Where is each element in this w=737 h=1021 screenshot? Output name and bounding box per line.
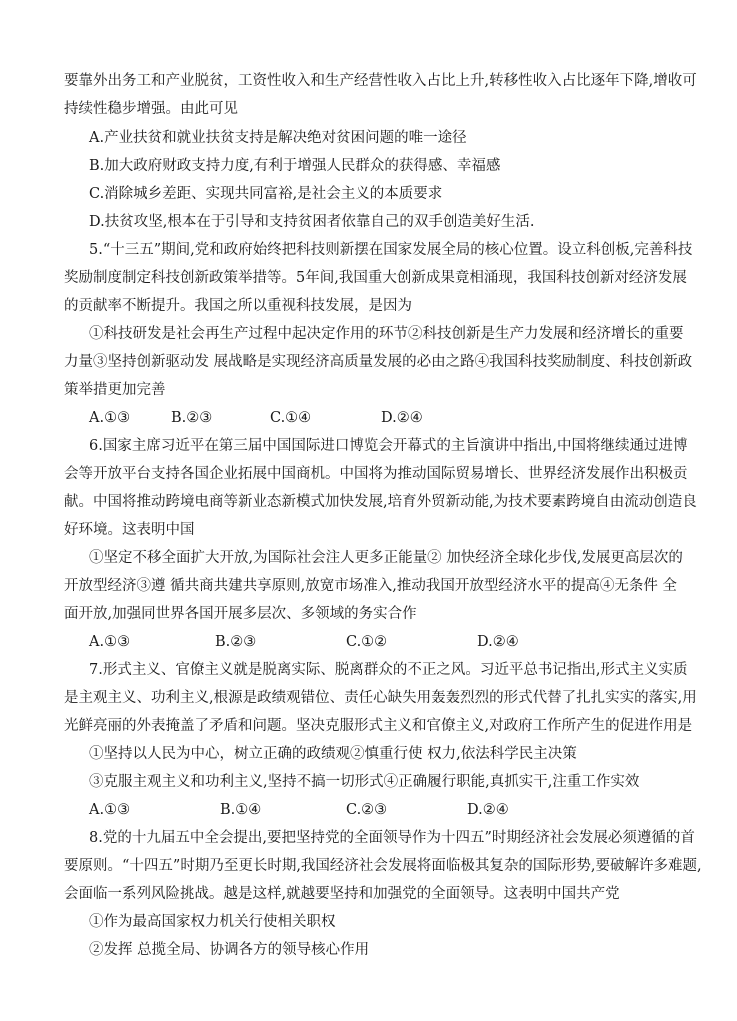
q6-choice-a: A.①③ bbox=[89, 634, 131, 650]
q6-stem-line: 会等开放平台支持各国企业拓展中国商机。中国将为推动国际贸易增长、世界经济发展作出积极贡 bbox=[64, 466, 688, 482]
q5-statement-line: 策举措更加完善 bbox=[64, 382, 166, 398]
q6-stem-line: 献。中国将推动跨境电商等新业态新模式加快发展,培育外贸新动能,为技术要素跨境自由流动创造良 bbox=[64, 494, 697, 510]
q5-statement-line: ①科技研发是社会再生产过程中起决定作用的环节②科技创新是生产力发展和经济增长的重要 bbox=[89, 326, 684, 342]
q6-statement-line: ①坚定不移全面扩大开放,为国际社会注人更多正能量② 加快经济全球化步伐,发展更高层次的 bbox=[89, 550, 683, 566]
q8-stem-line: 会面临一系列风险挑战。越是这样,就越要坚持和加强党的全面领导。这表明中国共产党 bbox=[64, 886, 620, 902]
q7-choice-d: D.②④ bbox=[467, 802, 509, 818]
q6-stem-line: 6.国家主席习近平在第三届中国国际进口博览会开幕式的主旨演讲中指出,中国将继续通过进博 bbox=[89, 438, 688, 454]
q5-stem-line: 奖励制度制定科技创新政策举措等。5年间,我国重大创新成果竟相涌现，我国科技创新对经济发展 bbox=[64, 270, 687, 286]
q5-choice-b: B.②③ bbox=[171, 410, 213, 426]
q6-statement-line: 开放型经济③遵 循共商共建共享原则,放宽市场准入,推动我国开放型经济水平的提高④无条件 全 bbox=[64, 578, 677, 594]
q7-stem-line: 是主观主义、功利主义,根源是政绩观错位、责任心缺失用轰轰烈烈的形式代替了扎扎实实的落实,用 bbox=[64, 690, 697, 706]
option-a: A.产业扶贫和就业扶贫支持是解决绝对贫困问题的唯一途径 bbox=[89, 130, 467, 146]
q7-statement-line: ①坚持以人民为中心，树立正确的政绩观②慎重行使 权力,依法科学民主决策 bbox=[89, 746, 577, 762]
intro-line: 持续性稳步增强。由此可见 bbox=[64, 101, 238, 117]
q8-statement-line: ②发挥 总揽全局、协调各方的领导核心作用 bbox=[89, 942, 370, 958]
option-c: C.消除城乡差距、实现共同富裕,是社会主义的本质要求 bbox=[89, 186, 443, 202]
q5-stem-line: 的贡献率不断提升。我国之所以重视科技发展，是因为 bbox=[64, 298, 412, 314]
q7-statement-line: ③克服主观主义和功利主义,坚持不搞一切形式④正确履行职能,真抓实干,注重工作实效 bbox=[89, 774, 640, 790]
q7-choice-c: C.②③ bbox=[346, 802, 388, 818]
q8-stem-line: 要原则。“十四五”时期乃至更长时期,我国经济社会发展将面临极其复杂的国际形势,要破解许多难题, bbox=[64, 858, 702, 874]
q5-choice-a: A.①③ bbox=[89, 410, 131, 426]
q5-statement-line: 力量③坚持创新驱动发 展战略是实现经济高质量发展的必由之路④我国科技奖励制度、科技创新政 bbox=[64, 354, 693, 370]
q6-choice-d: D.②④ bbox=[477, 634, 519, 650]
option-b: B.加大政府财政支持力度,有利于增强人民群众的获得感、幸福感 bbox=[89, 158, 501, 174]
q6-choice-b: B.②③ bbox=[215, 634, 257, 650]
q7-stem-line: 光鲜亮丽的外表掩盖了矛盾和问题。坚决克服形式主义和官僚主义,对政府工作所产生的促进作用是 bbox=[64, 718, 693, 734]
q8-statement-line: ①作为最高国家权力机关行使相关职权 bbox=[89, 914, 336, 930]
q6-choice-c: C.①② bbox=[346, 634, 388, 650]
q5-stem-line: 5.“十三五”期间,党和政府始终把科技则新摆在国家发展全局的核心位置。设立科创板,完善科技 bbox=[89, 242, 693, 258]
q6-stem-line: 好环境。这表明中国 bbox=[64, 522, 195, 538]
q7-choice-a: A.①③ bbox=[89, 802, 131, 818]
q5-choice-d: D.②④ bbox=[381, 410, 423, 426]
q8-stem-line: 8.党的十九届五中全会提出,要把坚持党的全面领导作为十四五”时期经济社会发展必须遵循的首 bbox=[89, 830, 695, 846]
intro-line: 要靠外出务工和产业脱贫，工资性收入和生产经营性收入占比上升,转移性收入占比逐年下降,增收可 bbox=[64, 73, 697, 89]
option-d: D.扶贫攻坚,根本在于引导和支持贫困者依靠自己的双手创造美好生活. bbox=[89, 214, 535, 230]
q7-choice-b: B.①④ bbox=[220, 802, 262, 818]
q5-choice-c: C.①④ bbox=[270, 410, 312, 426]
q6-statement-line: 面开放,加强同世界各国开展多层次、多领域的务实合作 bbox=[64, 606, 417, 622]
q7-stem-line: 7.形式主义、官僚主义就是脱离实际、脱离群众的不正之风。习近平总书记指出,形式主义实质 bbox=[89, 662, 688, 678]
